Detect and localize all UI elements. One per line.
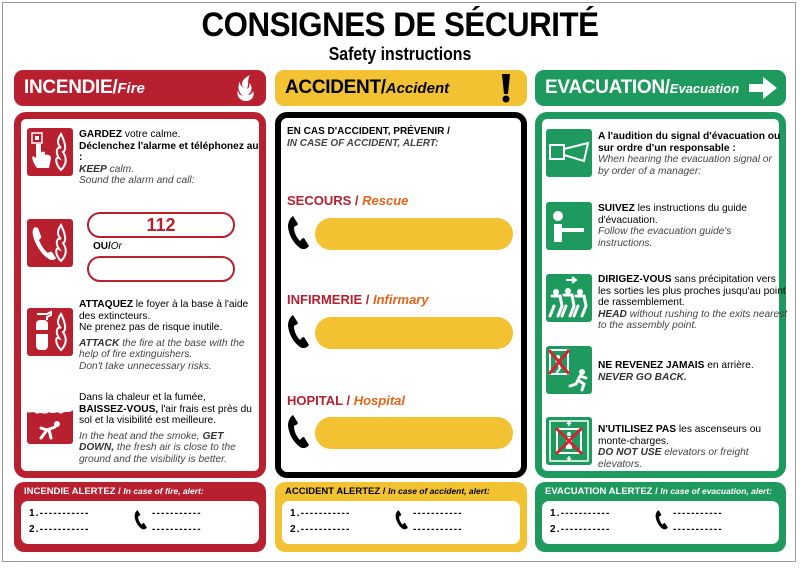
rescue-label: SECOURS / Rescue [287, 193, 409, 208]
fire-panel [14, 112, 266, 478]
infirmary-number-field[interactable] [315, 317, 513, 349]
evacuation-alert-title: EVACUATION ALERTEZ / In case of evacuation, alert: [545, 486, 772, 497]
hospital-number-field[interactable] [315, 417, 513, 449]
group-exit-icon [546, 274, 592, 322]
page-subtitle: Safety instructions [328, 44, 472, 64]
accident-phone-1-field[interactable]: ----------- [413, 508, 463, 519]
exclamation-icon [501, 73, 511, 108]
page-title: CONSIGNES DE SÉCURITÉ [201, 6, 599, 44]
no-going-back-icon [546, 346, 592, 394]
alternate-number-field[interactable] [87, 256, 235, 282]
accident-alert-title: ACCIDENT ALERTEZ / In case of accident, alert: [285, 486, 490, 497]
phone-icon [134, 509, 148, 536]
evac-step-1-text: A l'audition du signal d'évacuation ou sur ordre d'un responsable : When hearing the evacuation signal or by order of a manager: [598, 131, 781, 177]
fire-header-label: INCENDIE/ [24, 77, 118, 98]
phone-icon [655, 509, 669, 536]
evac-step-5-text: N'UTILISEZ PAS les ascenseurs ou monte-charges. DO NOT USE elevators or freight elevators. [598, 424, 762, 470]
or-label: OU/Or [93, 241, 122, 252]
smoke-crawl-icon [27, 396, 73, 444]
rescue-number-field[interactable] [315, 218, 513, 250]
fire-step-1-text: GARDEZ votre calme. Déclenchez l'alarme et téléphonez au : KEEP calm. Sound the alarm and call: [79, 129, 259, 187]
guide-pointing-icon [546, 202, 592, 250]
fire-contact-1-field[interactable]: 1.----------- [29, 508, 90, 519]
flame-icon [236, 74, 256, 107]
accident-header [275, 70, 527, 106]
fire-step-3-text: ATTAQUEZ le foyer à la base à l'aide des extincteurs. Ne prenez pas de risque inutile. ATTACK the fire at the base with the help of fire extinguishers. Don't take unnecessary risks. [79, 299, 249, 372]
accident-contact-1-field[interactable]: 1.----------- [290, 508, 351, 519]
phone-icon [395, 509, 409, 536]
evacuation-alert-box [535, 482, 786, 552]
emergency-number-field[interactable]: 112 [87, 212, 235, 238]
extinguisher-icon [27, 308, 73, 356]
evacuation-panel [535, 112, 786, 478]
siren-horn-icon [546, 129, 592, 177]
fire-phone-icon [27, 219, 73, 267]
evacuation-alert-fields [542, 501, 779, 544]
fire-alert-box [14, 482, 266, 552]
evacuation-header [535, 70, 786, 106]
evac-step-3-text: DIRIGEZ-VOUS sans précipitation vers les sorties les plus proches jusqu'au point de rassemblement. HEAD without rushing to the exits nearest to the assembly point. [598, 274, 788, 332]
fire-step-4-text: Dans la chaleur et la fumée, BAISSEZ-VOUS, l'air frais est près du sol et la visibilité est meilleure. In the heat and the smoke, GET DOWN, the fresh air is close to the ground and the visibility is better. [79, 392, 252, 465]
evacuation-header-label: EVACUATION/ [545, 77, 670, 98]
evacuation-contact-1-field[interactable]: 1.----------- [550, 508, 611, 519]
fire-phone-1-field[interactable]: ----------- [152, 508, 202, 519]
accident-panel [275, 112, 527, 478]
phone-icon [287, 314, 311, 355]
alarm-button-icon [27, 128, 73, 176]
phone-icon [287, 414, 311, 455]
accident-alert-box [275, 482, 527, 552]
fire-phone-2-field[interactable]: ----------- [152, 524, 202, 535]
accident-header-label: ACCIDENT/ [285, 77, 386, 98]
arrow-right-icon [748, 76, 778, 105]
fire-header-label-en: Fire [117, 79, 145, 97]
phone-icon [287, 215, 311, 256]
evacuation-phone-2-field[interactable]: ----------- [673, 524, 723, 535]
fire-alert-title: INCENDIE ALERTEZ / In case of fire, alert: [24, 486, 204, 497]
fire-header [14, 70, 266, 106]
evac-step-4-text: NE REVENEZ JAMAIS en arrière. NEVER GO BACK. [598, 360, 754, 383]
evac-step-2-text: SUIVEZ les instructions du guide d'évacuation. Follow the evacuation guide's instructions. [598, 203, 747, 249]
infirmary-label: INFIRMERIE / Infirmary [287, 292, 429, 307]
evacuation-contact-2-field[interactable]: 2.----------- [550, 524, 611, 535]
evacuation-header-label-en: Evacuation [669, 80, 740, 96]
fire-contact-2-field[interactable]: 2.----------- [29, 524, 90, 535]
fire-alert-fields [21, 501, 259, 544]
accident-phone-2-field[interactable]: ----------- [413, 524, 463, 535]
hospital-label: HOPITAL / Hospital [287, 393, 405, 408]
no-elevator-icon [546, 417, 592, 465]
accident-alert-fields [282, 501, 520, 544]
accident-header-label-en: Accident [385, 79, 450, 97]
accident-contact-2-field[interactable]: 2.----------- [290, 524, 351, 535]
accident-intro: EN CAS D'ACCIDENT, PRÉVENIR / IN CASE OF ACCIDENT, ALERT: [287, 126, 450, 149]
evacuation-phone-1-field[interactable]: ----------- [673, 508, 723, 519]
